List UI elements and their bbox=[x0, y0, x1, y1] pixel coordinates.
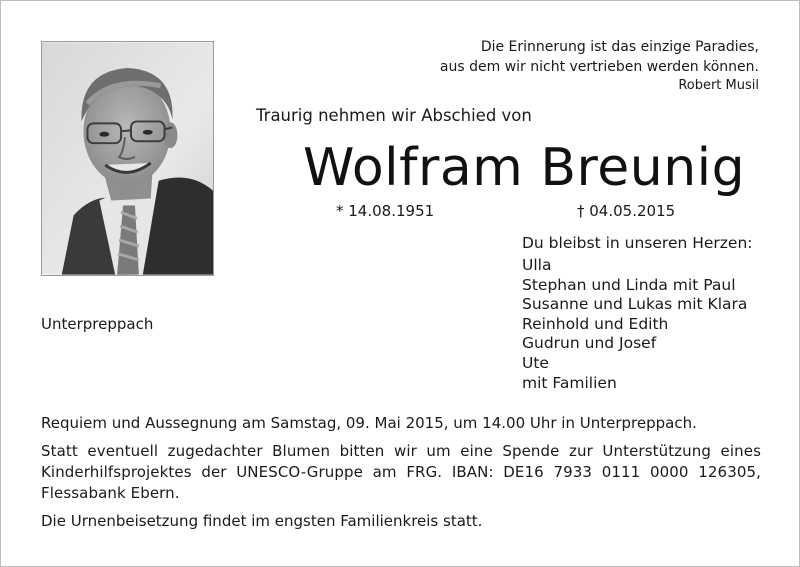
donation-notice: Statt eventuell zugedachter Blumen bitten wir um eine Spende zur Unterstützung eines Kinderhilfsprojektes der UNESCO-Gruppe am FRG. IBAN: DE16 7933 0111 0000 126305, Flessabank Ebern. bbox=[41, 442, 761, 502]
quote-line-1: Die Erinnerung ist das einzige Paradies, bbox=[480, 39, 759, 55]
quote-line-2: aus dem wir nicht vertrieben werden können. bbox=[439, 59, 759, 75]
death-date: † 04.05.2015 bbox=[577, 202, 676, 220]
family-heading: Du bleibst in unseren Herzen: bbox=[522, 234, 753, 252]
family-member: Gudrun und Josef bbox=[522, 334, 657, 353]
epigraph-quote bbox=[419, 37, 759, 95]
family-member: Reinhold und Edith bbox=[522, 314, 669, 333]
intro-text: Traurig nehmen wir Abschied von bbox=[256, 106, 532, 125]
requiem-notice: Requiem und Aussegnung am Samstag, 09. Mai 2015, um 14.00 Uhr in Unterpreppach. bbox=[41, 414, 697, 432]
family-member: Ulla bbox=[522, 256, 552, 274]
burial-notice: Die Urnenbeisetzung findet im engsten Familienkreis statt. bbox=[41, 512, 483, 530]
portrait-illustration bbox=[42, 42, 213, 275]
family-member: Susanne und Lukas mit Klara bbox=[522, 295, 748, 314]
notices bbox=[41, 413, 761, 539]
hometown: Unterpreppach bbox=[41, 315, 154, 333]
family-member: Ute bbox=[522, 353, 549, 372]
birth-date: * 14.08.1951 bbox=[336, 202, 435, 220]
portrait-photo bbox=[41, 41, 214, 276]
quote-author: Robert Musil bbox=[678, 78, 759, 93]
family-list bbox=[522, 256, 747, 393]
deceased-name: Wolfram Breunig bbox=[303, 138, 746, 198]
family-member: Stephan und Linda mit Paul bbox=[522, 275, 736, 294]
family-member: mit Familien bbox=[522, 373, 617, 392]
